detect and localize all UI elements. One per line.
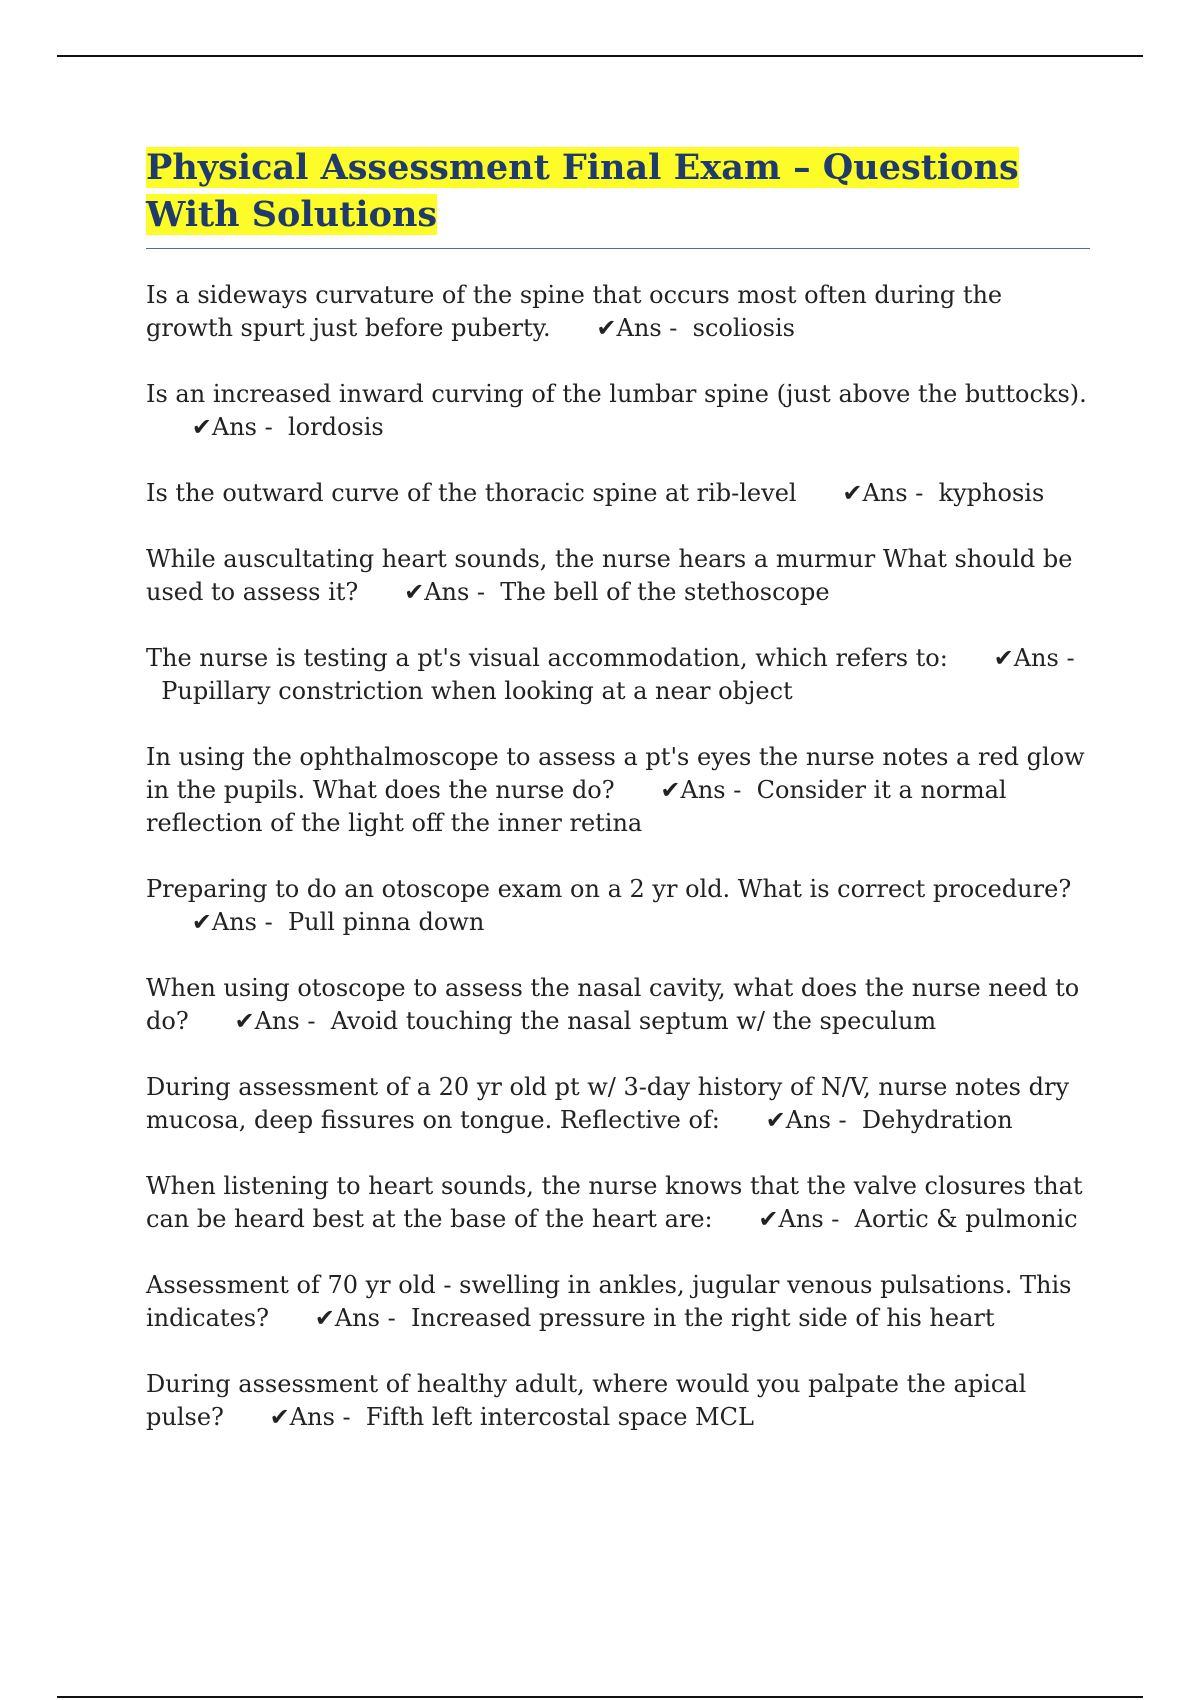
answer-text: The bell of the stethoscope xyxy=(500,578,830,606)
question-text: When using otoscope to assess the nasal cavity, what does the nurse need to do? xyxy=(146,974,1080,1035)
answer-marker: ✔Ans - xyxy=(191,908,273,936)
answer-marker: ✔Ans - xyxy=(758,1205,840,1233)
answer-text: lordosis xyxy=(288,413,384,441)
qa-item xyxy=(146,1071,1090,1137)
answer-marker: ✔Ans - xyxy=(660,776,742,804)
question-text: Assessment of 70 yr old - swelling in ankles, jugular venous pulsations. This indicates? xyxy=(146,1271,1072,1332)
answer-marker: ✔Ans - xyxy=(314,1304,396,1332)
question-text: The nurse is testing a pt's visual accommodation, which refers to: xyxy=(146,644,948,672)
qa-item xyxy=(146,972,1090,1038)
question-text: Preparing to do an otoscope exam on a 2 yr old. What is correct procedure? xyxy=(146,875,1072,903)
answer-marker: ✔Ans - xyxy=(269,1403,351,1431)
answer-marker: ✔Ans - xyxy=(234,1007,316,1035)
question-text: In using the ophthalmoscope to assess a pt's eyes the nurse notes a red glow in the pupils. What does the nurse do? xyxy=(146,743,1085,804)
answer-text: Pull pinna down xyxy=(288,908,485,936)
document-body xyxy=(146,144,1090,1467)
answer-marker: ✔Ans - xyxy=(765,1106,847,1134)
question-text: During assessment of healthy adult, where would you palpate the apical pulse? xyxy=(146,1370,1027,1431)
page-bottom-rule xyxy=(57,1696,1143,1698)
qa-item xyxy=(146,1269,1090,1335)
question-text: While auscultating heart sounds, the nurse hears a murmur What should be used to assess it? xyxy=(146,545,1073,606)
answer-text: Avoid touching the nasal septum w/ the speculum xyxy=(330,1007,937,1035)
question-text: Is an increased inward curving of the lumbar spine (just above the buttocks). xyxy=(146,380,1087,408)
qa-item xyxy=(146,1170,1090,1236)
qa-item xyxy=(146,279,1090,345)
answer-text: kyphosis xyxy=(938,479,1045,507)
question-text: Is a sideways curvature of the spine that occurs most often during the growth spurt just before puberty. xyxy=(146,281,1003,342)
answer-text: Increased pressure in the right side of his heart xyxy=(410,1304,995,1332)
qa-item xyxy=(146,477,1090,510)
answer-text: Dehydration xyxy=(861,1106,1013,1134)
question-text: When listening to heart sounds, the nurse knows that the valve closures that can be heard best at the base of the heart are: xyxy=(146,1172,1083,1233)
qa-item xyxy=(146,543,1090,609)
document-title-text: Physical Assessment Final Exam – Questions With Solutions xyxy=(146,147,1019,235)
qa-item xyxy=(146,741,1090,840)
document-title xyxy=(146,144,1090,238)
answer-marker: ✔Ans - xyxy=(404,578,486,606)
qa-item xyxy=(146,1368,1090,1434)
answer-marker: ✔Ans - xyxy=(191,413,273,441)
qa-item xyxy=(146,873,1090,939)
qa-list xyxy=(146,279,1090,1434)
answer-text: Pupillary constriction when looking at a near object xyxy=(161,677,793,705)
question-text: Is the outward curve of the thoracic spine at rib-level xyxy=(146,479,797,507)
answer-marker: ✔Ans - xyxy=(842,479,924,507)
title-underline xyxy=(146,248,1090,249)
answer-marker: ✔Ans - xyxy=(596,314,678,342)
page-top-rule xyxy=(57,55,1143,57)
answer-text: Consider it a normal reflection of the light off the inner retina xyxy=(146,776,1007,837)
qa-item xyxy=(146,642,1090,708)
qa-item xyxy=(146,378,1090,444)
answer-text: scoliosis xyxy=(692,314,795,342)
answer-marker: ✔Ans - xyxy=(993,644,1075,672)
answer-text: Fifth left intercostal space MCL xyxy=(365,1403,754,1431)
question-text: During assessment of a 20 yr old pt w/ 3-day history of N/V, nurse notes dry mucosa, deep fissures on tongue. Reflective of: xyxy=(146,1073,1070,1134)
answer-text: Aortic & pulmonic xyxy=(854,1205,1078,1233)
